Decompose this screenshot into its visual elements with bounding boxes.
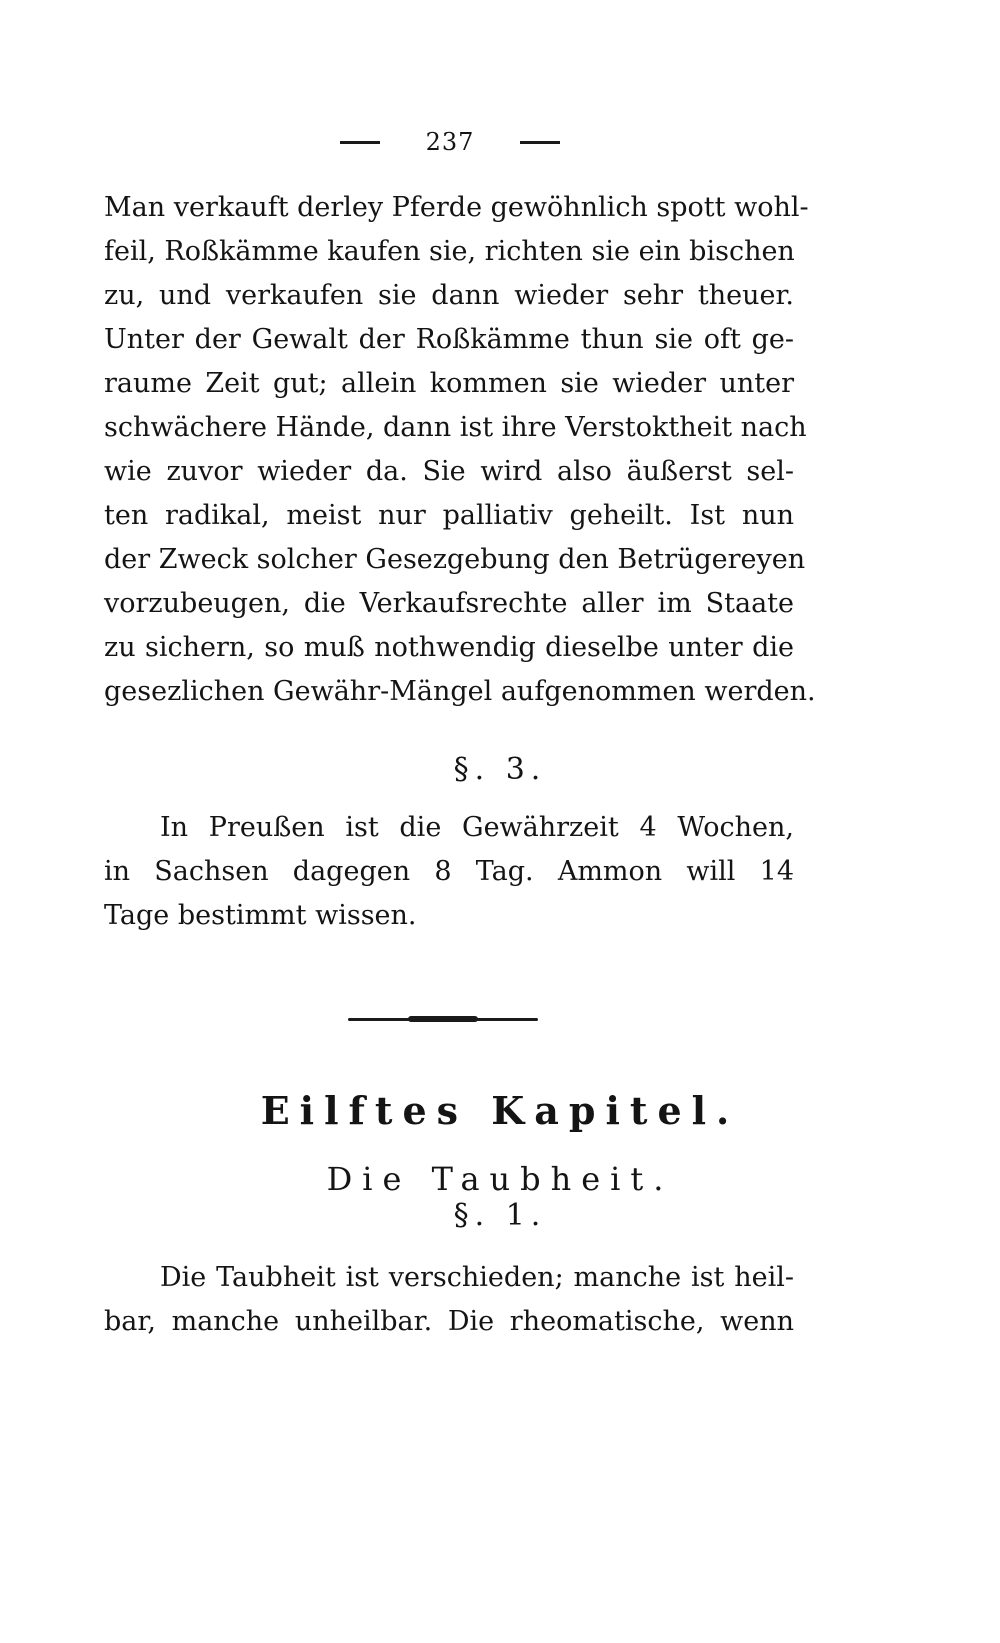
text-line: schwächere Hände, dann ist ihre Verstoktheit nach	[104, 412, 807, 443]
chapter-subtitle: Die Taubheit.	[326, 1160, 674, 1198]
text-line: Die Taubheit ist verschieden; manche ist heil-	[160, 1262, 794, 1293]
text-line: in Sachsen dagegen 8 Tag. Ammon will 14	[104, 856, 794, 887]
text-line: ten radikal, meist nur palliativ geheilt. Ist nun	[104, 500, 794, 531]
text-line: Unter der Gewalt der Roßkämme thun sie oft ge-	[104, 324, 794, 355]
section-mark-3: §. 3.	[453, 752, 547, 787]
text-line: In Preußen ist die Gewährzeit 4 Wochen,	[160, 812, 794, 843]
section-1-paragraph	[104, 1256, 794, 1344]
chapter-title: Eilftes Kapitel.	[260, 1088, 740, 1133]
text-line: zu, und verkaufen sie dann wieder sehr theuer.	[104, 280, 794, 311]
page-number: 237	[425, 128, 475, 156]
text-line: zu sichern, so muß nothwendig dieselbe unter die	[104, 632, 794, 663]
text-line: feil, Roßkämme kaufen sie, richten sie ein bischen	[104, 236, 795, 267]
text-line: raume Zeit gut; allein kommen sie wieder unter	[104, 368, 794, 399]
page-header	[340, 122, 560, 162]
paragraph-continued	[104, 186, 816, 714]
header-dash-left	[340, 141, 380, 144]
text-line: Tage bestimmt wissen.	[104, 900, 417, 931]
section-divider-rule	[348, 1018, 538, 1021]
text-line: vorzubeugen, die Verkaufsrechte aller im Staate	[104, 588, 794, 619]
text-line: wie zuvor wieder da. Sie wird also äußerst sel-	[104, 456, 794, 487]
text-line: der Zweck solcher Gesezgebung den Betrügereyen	[104, 544, 806, 575]
text-line: Man verkauft derley Pferde gewöhnlich spott wohl-	[104, 192, 809, 223]
section-3-paragraph	[104, 806, 794, 938]
section-mark-1: §. 1.	[453, 1198, 547, 1233]
text-line: bar, manche unheilbar. Die rheomatische, wenn	[104, 1306, 794, 1337]
text-line: gesezlichen Gewähr-Mängel aufgenommen werden.	[104, 676, 816, 707]
header-dash-right	[520, 141, 560, 144]
